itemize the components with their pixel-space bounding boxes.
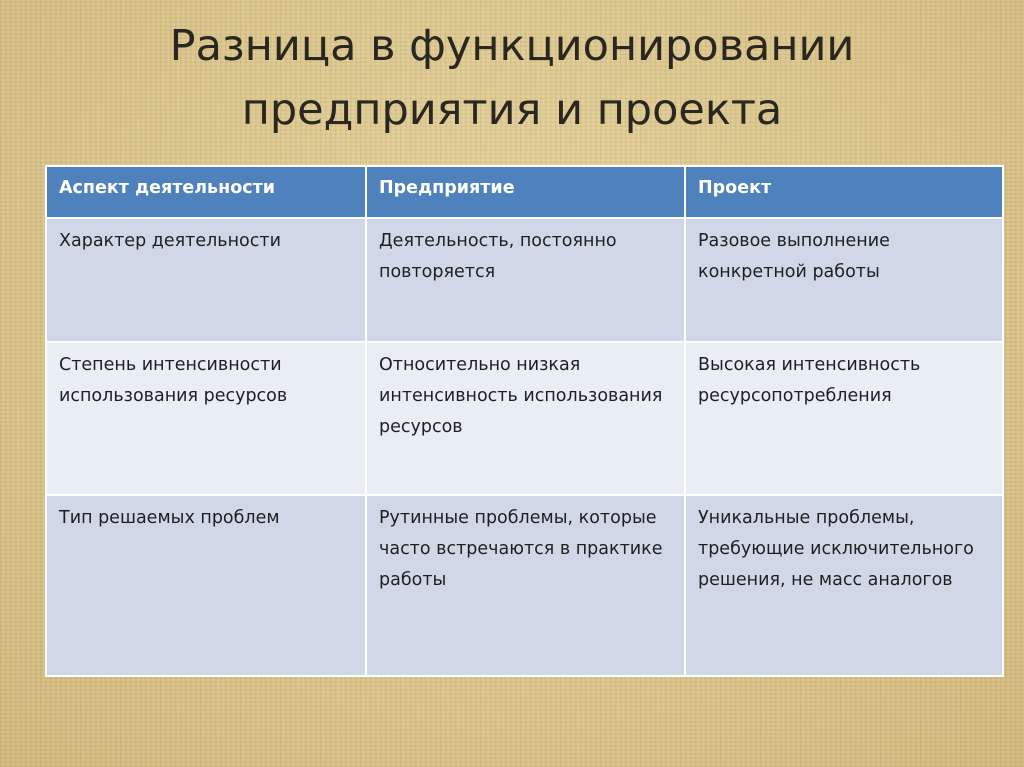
- cell-aspect: Характер деятельности: [46, 218, 366, 342]
- header-aspect: Аспект деятельности: [46, 166, 366, 218]
- table-row: [46, 218, 1003, 342]
- slide-title: [60, 14, 964, 142]
- cell-project: Высокая интенсивность ресурсопотребления: [685, 342, 1003, 495]
- cell-project: Разовое выполнение конкретной работы: [685, 218, 1003, 342]
- table-row: [46, 495, 1003, 676]
- slide-title-line-2: предприятия и проекта: [241, 85, 783, 135]
- comparison-table-container: [45, 165, 1002, 677]
- cell-aspect: Степень интенсивности использования ресурсов: [46, 342, 366, 495]
- comparison-table: [45, 165, 1004, 677]
- cell-enterprise: Рутинные проблемы, которые часто встречаются в практике работы: [366, 495, 685, 676]
- table-header-row: [46, 166, 1003, 218]
- cell-enterprise: Относительно низкая интенсивность использования ресурсов: [366, 342, 685, 495]
- cell-enterprise: Деятельность, постоянно повторяется: [366, 218, 685, 342]
- header-project: Проект: [685, 166, 1003, 218]
- table-row: [46, 342, 1003, 495]
- cell-project: Уникальные проблемы, требующие исключительного решения, не масс аналогов: [685, 495, 1003, 676]
- slide-title-line-1: Разница в функционировании: [169, 21, 855, 71]
- header-enterprise: Предприятие: [366, 166, 685, 218]
- cell-aspect: Тип решаемых проблем: [46, 495, 366, 676]
